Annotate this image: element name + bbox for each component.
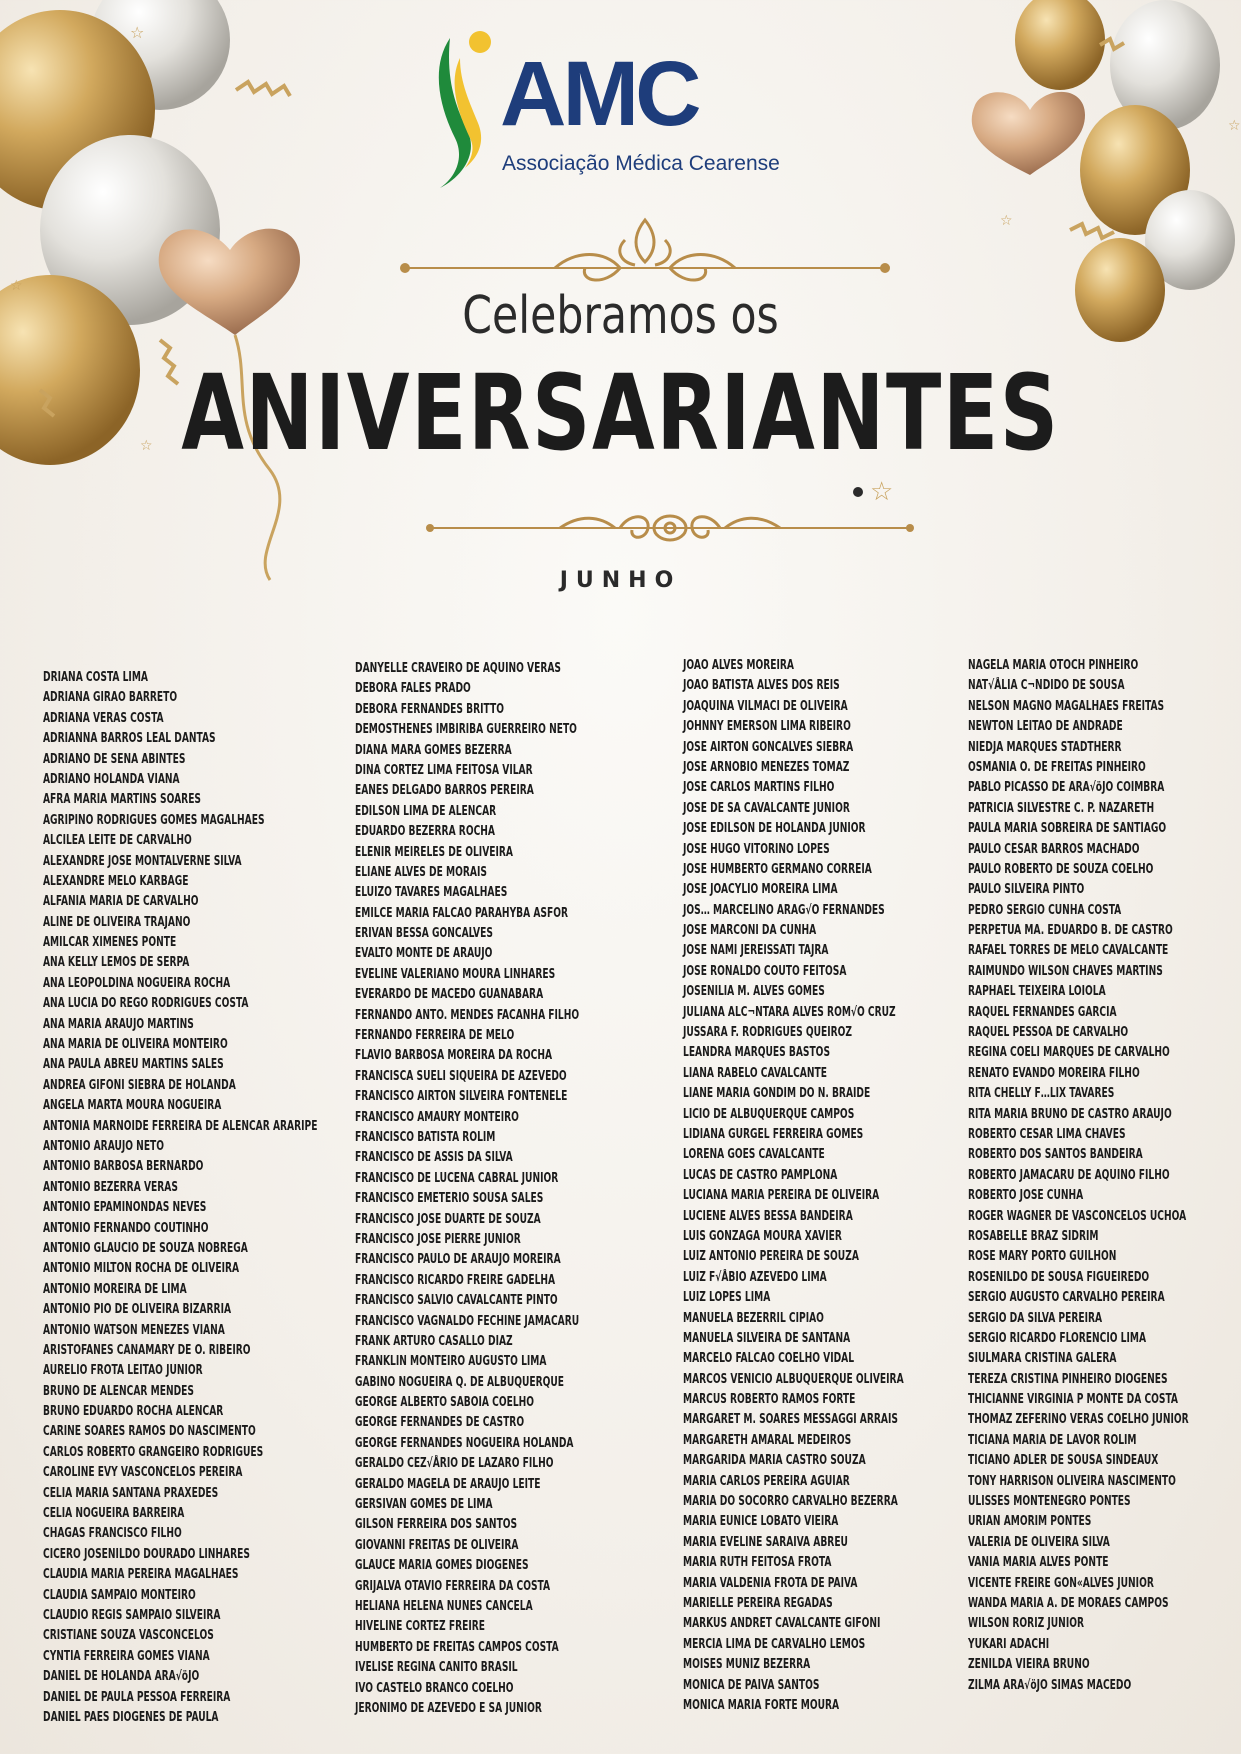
birthday-name: JOSE EDILSON DE HOLANDA JUNIOR (683, 821, 866, 837)
birthday-name: RAQUEL FERNANDES GARCIA (968, 1004, 1117, 1020)
birthday-name: ANA KELLY LEMOS DE SERPA (43, 955, 190, 971)
birthday-name: WILSON RORIZ JUNIOR (968, 1616, 1085, 1632)
birthday-name: WANDA MARIA A. DE MORAES CAMPOS (968, 1595, 1169, 1611)
birthday-name: LUCAS DE CASTRO PAMPLONA (683, 1167, 838, 1183)
birthday-name: HELIANA HELENA NUNES CANCELA (355, 1598, 533, 1614)
birthday-name: HIVELINE CORTEZ FREIRE (355, 1619, 485, 1635)
birthday-name: DANIEL PAES DIOGENES DE PAULA (43, 1709, 219, 1725)
birthday-name: SERGIO RICARDO FLORENCIO LIMA (968, 1330, 1147, 1346)
birthday-name: MARKUS ANDRET CAVALCANTE GIFONI (683, 1616, 881, 1632)
birthday-name: JOSE JOACYLIO MOREIRA LIMA (683, 882, 838, 898)
birthday-name: CLAUDIA MARIA PEREIRA MAGALHAES (43, 1567, 239, 1583)
birthday-name: SERGIO AUGUSTO CARVALHO PEREIRA (968, 1290, 1165, 1306)
birthday-name: DRIANA COSTA LIMA (43, 670, 148, 685)
birthday-name: AGRIPINO RODRIGUES GOMES MAGALHAES (43, 812, 265, 828)
birthday-name: ROSE MARY PORTO GUILHON (968, 1249, 1117, 1265)
svg-text:☆: ☆ (10, 278, 23, 294)
birthday-name: NAT√ÅLIA C¬NDIDO DE SOUSA (968, 678, 1125, 694)
birthday-name: LIANA RABELO CAVALCANTE (683, 1065, 827, 1081)
birthday-name: JOSE CARLOS MARTINS FILHO (683, 780, 835, 796)
birthday-name: JOSE ARNOBIO MENEZES TOMAZ (683, 759, 850, 775)
birthday-name: EVALTO MONTE DE ARAUJO (355, 946, 493, 962)
birthday-name: MONICA MARIA FORTE MOURA (683, 1697, 840, 1713)
birthday-name: IVO CASTELO BRANCO COELHO (355, 1680, 514, 1696)
birthday-name: ANTONIO WATSON MENEZES VIANA (43, 1322, 225, 1338)
birthday-name: SERGIO DA SILVA PEREIRA (968, 1310, 1103, 1326)
birthday-name: DEBORA FALES PRADO (355, 681, 471, 697)
names-column-1 (43, 668, 395, 1728)
birthday-name: MARIA CARLOS PEREIRA AGUIAR (683, 1473, 850, 1489)
birthday-name: JOAO ALVES MOREIRA (683, 658, 794, 673)
birthday-name: CARINE SOARES RAMOS DO NASCIMENTO (43, 1424, 256, 1440)
birthday-name: REGINA COELI MARQUES DE CARVALHO (968, 1045, 1170, 1061)
birthday-name: ROBERTO DOS SANTOS BANDEIRA (968, 1147, 1143, 1163)
birthday-name: FRANCISCO JOSE PIERRE JUNIOR (355, 1231, 521, 1247)
birthday-name: GERALDO CEZ√ÅRIO DE LAZARO FILHO (355, 1456, 554, 1472)
birthday-name: ANA LEOPOLDINA NOGUEIRA ROCHA (43, 975, 231, 991)
birthday-name: ANA LUCIA DO REGO RODRIGUES COSTA (43, 996, 249, 1012)
birthday-name: ROGER WAGNER DE VASCONCELOS UCHOA (968, 1208, 1187, 1224)
birthday-name: ALEXANDRE JOSE MONTALVERNE SILVA (43, 853, 242, 869)
names-column-2 (355, 659, 642, 1719)
amc-emblem-icon (420, 28, 500, 188)
birthday-name: MARCOS VENICIO ALBUQUERQUE OLIVEIRA (683, 1371, 904, 1387)
birthday-name: MARIA RUTH FEITOSA FROTA (683, 1555, 832, 1571)
birthday-name: GERALDO MAGELA DE ARAUJO LEITE (355, 1476, 541, 1492)
birthday-name: MARGARET M. SOARES MESSAGGI ARRAIS (683, 1412, 898, 1428)
birthday-name: ANTONIO MOREIRA DE LIMA (43, 1281, 187, 1297)
birthday-name: LUCIENE ALVES BESSA BANDEIRA (683, 1208, 853, 1224)
heading-line-1: Celebramos os (462, 286, 779, 346)
birthday-name: URIAN AMORIM PONTES (968, 1514, 1092, 1530)
birthday-name: TEREZA CRISTINA PINHEIRO DIOGENES (968, 1371, 1168, 1387)
birthday-name: CELIA NOGUEIRA BARREIRA (43, 1506, 185, 1522)
birthday-name: RAQUEL PESSOA DE CARVALHO (968, 1025, 1129, 1041)
birthday-name: RAFAEL TORRES DE MELO CAVALCANTE (968, 943, 1169, 959)
birthday-name: JOAQUINA VILMACI DE OLIVEIRA (683, 698, 848, 714)
birthday-name: CRISTIANE SOUZA VASCONCELOS (43, 1628, 214, 1644)
birthday-name: MARCELO FALCAO COELHO VIDAL (683, 1351, 855, 1367)
birthday-name: JOHNNY EMERSON LIMA RIBEIRO (683, 719, 851, 735)
brand-name: AMC (500, 43, 698, 145)
birthday-name: VANIA MARIA ALVES PONTE (968, 1555, 1109, 1571)
birthday-name: SIULMARA CRISTINA GALERA (968, 1351, 1117, 1367)
birthday-name: FRANCISCO DE ASSIS DA SILVA (355, 1150, 513, 1166)
birthday-name: PAULO CESAR BARROS MACHADO (968, 841, 1140, 857)
birthday-name: EDILSON LIMA DE ALENCAR (355, 803, 497, 819)
birthday-name: ELIANE ALVES DE MORAIS (355, 864, 487, 880)
birthday-name: LUIZ F√ÅBIO AZEVEDO LIMA (683, 1269, 827, 1285)
birthday-name: CLAUDIA SAMPAIO MONTEIRO (43, 1587, 196, 1603)
birthday-name: RITA CHELLY F…LIX TAVARES (968, 1086, 1115, 1102)
birthday-name: ZENILDA VIEIRA BRUNO (968, 1657, 1090, 1673)
heading-title: ANIVERSARIANTES (181, 352, 1060, 474)
birthday-name: LIDIANA GURGEL FERREIRA GOMES (683, 1126, 864, 1142)
birthday-name: MARIA EUNICE LOBATO VIEIRA (683, 1514, 839, 1530)
svg-text:☆: ☆ (1000, 213, 1013, 229)
birthday-name: FRANCISCO BATISTA ROLIM (355, 1129, 496, 1145)
birthday-name: YUKARI ADACHI (968, 1636, 1050, 1652)
birthday-name: ANTONIO FERNANDO COUTINHO (43, 1220, 209, 1236)
birthday-name: ALCILEA LEITE DE CARVALHO (43, 833, 192, 849)
brand-subtitle: Associação Médica Cearense (502, 152, 780, 175)
birthday-name: DEMOSTHENES IMBIRIBA GUERREIRO NETO (355, 722, 577, 738)
birthday-name: PABLO PICASSO DE ARA√öJO COIMBRA (968, 780, 1165, 796)
birthday-name: ANTONIO ARAUJO NETO (43, 1138, 165, 1154)
month-label: JUNHO (559, 568, 682, 593)
svg-text:☆: ☆ (140, 438, 153, 454)
birthday-name: MARIA EVELINE SARAIVA ABREU (683, 1534, 848, 1550)
birthday-name: FRANK ARTURO CASALLO DIAZ (355, 1333, 513, 1349)
birthday-name: HUMBERTO DE FREITAS CAMPOS COSTA (355, 1639, 559, 1655)
birthday-name: ALINE DE OLIVEIRA TRAJANO (43, 914, 191, 930)
birthday-name: MERCIA LIMA DE CARVALHO LEMOS (683, 1636, 866, 1652)
birthday-name: AURELIO FROTA LEITAO JUNIOR (43, 1363, 203, 1379)
birthday-name: PERPETUA MA. EDUARDO B. DE CASTRO (968, 923, 1173, 939)
birthday-name: EDUARDO BEZERRA ROCHA (355, 824, 495, 840)
birthday-name: JOSE AIRTON GONCALVES SIEBRA (683, 739, 854, 755)
birthday-name: RAPHAEL TEIXEIRA LOIOLA (968, 984, 1106, 1000)
birthday-name: THOMAZ ZEFERINO VERAS COELHO JUNIOR (968, 1412, 1189, 1428)
birthday-name: MARIA DO SOCORRO CARVALHO BEZERRA (683, 1494, 898, 1510)
birthday-name: CELIA MARIA SANTANA PRAXEDES (43, 1485, 219, 1501)
birthday-name: JERONIMO DE AZEVEDO E SA JUNIOR (355, 1700, 542, 1716)
birthday-name: NIEDJA MARQUES STADTHERR (968, 739, 1122, 755)
birthday-name: ELUIZO TAVARES MAGALHAES (355, 885, 508, 901)
birthday-name: JOS… MARCELINO ARAG√O FERNANDES (683, 902, 885, 918)
svg-text:☆: ☆ (870, 477, 894, 507)
birthday-name: RAIMUNDO WILSON CHAVES MARTINS (968, 963, 1163, 979)
birthday-name: FERNANDO FERREIRA DE MELO (355, 1028, 515, 1044)
birthday-name: JOSE HUMBERTO GERMANO CORREIA (683, 861, 872, 877)
birthday-name: JOSE DE SA CAVALCANTE JUNIOR (683, 800, 850, 816)
birthday-name: DINA CORTEZ LIMA FEITOSA VILAR (355, 762, 533, 778)
birthday-name: ANTONIO BARBOSA BERNARDO (43, 1159, 204, 1175)
birthday-name: BRUNO EDUARDO ROCHA ALENCAR (43, 1404, 224, 1420)
birthday-name: CICERO JOSENILDO DOURADO LINHARES (43, 1546, 250, 1562)
birthday-name: LUIZ LOPES LIMA (683, 1290, 771, 1306)
birthday-name: ANTONIO BEZERRA VERAS (43, 1179, 178, 1195)
birthday-name: FRANCISCO VAGNALDO FECHINE JAMACARU (355, 1313, 580, 1329)
birthday-name: ZILMA ARA√öJO SIMAS MACEDO (968, 1677, 1132, 1693)
birthday-name: AMILCAR XIMENES PONTE (43, 935, 177, 951)
birthday-name: LICIO DE ALBUQUERQUE CAMPOS (683, 1106, 855, 1122)
birthday-name: FRANCISCO RICARDO FREIRE GADELHA (355, 1272, 556, 1288)
birthday-name: JOSENILIA M. ALVES GOMES (683, 984, 825, 1000)
birthday-name: FRANKLIN MONTEIRO AUGUSTO LIMA (355, 1354, 547, 1370)
birthday-name: CYNTIA FERREIRA GOMES VIANA (43, 1648, 210, 1664)
birthday-name: PAULO SILVEIRA PINTO (968, 882, 1085, 898)
birthday-name: GEORGE FERNANDES DE CASTRO (355, 1415, 525, 1431)
birthday-name: LEANDRA MARQUES BASTOS (683, 1045, 831, 1061)
birthday-name: PEDRO SERGIO CUNHA COSTA (968, 902, 1122, 918)
birthday-name: EANES DELGADO BARROS PEREIRA (355, 783, 534, 799)
birthday-name: ERIVAN BESSA GONCALVES (355, 926, 493, 942)
birthday-name: MARGARIDA MARIA CASTRO SOUZA (683, 1453, 866, 1469)
ornament-bottom-divider (420, 500, 920, 560)
birthday-name: FRANCISCO PAULO DE ARAUJO MOREIRA (355, 1252, 561, 1268)
birthday-name: JOSE NAMI JEREISSATI TAJRA (683, 943, 829, 959)
birthday-name: FRANCISCO DE LUCENA CABRAL JUNIOR (355, 1170, 559, 1186)
amc-logo (420, 28, 820, 188)
birthday-name: ANGELA MARTA MOURA NOGUEIRA (43, 1098, 222, 1114)
birthday-name: ADRIANA GIRAO BARRETO (43, 690, 178, 706)
birthday-name: ALFANIA MARIA DE CARVALHO (43, 894, 199, 910)
birthday-name: CARLOS ROBERTO GRANGEIRO RODRIGUES (43, 1444, 264, 1460)
birthday-name: JUSSARA F. RODRIGUES QUEIROZ (683, 1025, 853, 1041)
birthday-name: CHAGAS FRANCISCO FILHO (43, 1526, 182, 1542)
birthday-name: LUIZ ANTONIO PEREIRA DE SOUZA (683, 1249, 859, 1265)
birthday-name: LUIS GONZAGA MOURA XAVIER (683, 1228, 842, 1244)
birthday-name: FRANCISCO SALVIO CAVALCANTE PINTO (355, 1293, 558, 1309)
birthday-name: ADRIANO HOLANDA VIANA (43, 771, 180, 787)
birthday-name: ALEXANDRE MELO KARBAGE (43, 873, 189, 889)
birthday-name: VALERIA DE OLIVEIRA SILVA (968, 1534, 1110, 1550)
birthday-name: THICIANNE VIRGINIA P MONTE DA COSTA (968, 1392, 1178, 1408)
birthday-name: GEORGE FERNANDES NOGUEIRA HOLANDA (355, 1435, 574, 1451)
names-column-4 (968, 656, 1241, 1696)
birthday-name: GRIJALVA OTAVIO FERREIRA DA COSTA (355, 1578, 551, 1594)
names-column-3 (683, 656, 966, 1716)
birthday-name: MARGARETH AMARAL MEDEIROS (683, 1432, 852, 1448)
birthday-name: ROBERTO JOSE CUNHA (968, 1188, 1084, 1204)
birthday-name: ADRIANO DE SENA ABINTES (43, 751, 186, 767)
birthday-name: DANIEL DE PAULA PESSOA FERREIRA (43, 1689, 231, 1705)
birthday-name: NEWTON LEITAO DE ANDRADE (968, 719, 1123, 735)
birthday-name: JOSE MARCONI DA CUNHA (683, 923, 817, 939)
birthday-name: TICIANA MARIA DE LAVOR ROLIM (968, 1432, 1137, 1448)
birthday-name: FERNANDO ANTO. MENDES FACANHA FILHO (355, 1007, 580, 1023)
birthday-name: DIANA MARA GOMES BEZERRA (355, 742, 512, 758)
birthday-name: ANTONIO PIO DE OLIVEIRA BIZARRIA (43, 1302, 232, 1318)
birthday-name: ANTONIO MILTON ROCHA DE OLIVEIRA (43, 1261, 240, 1277)
birthday-name: MANUELA BEZERRIL CIPIAO (683, 1310, 824, 1326)
birthday-name: PATRICIA SILVESTRE C. P. NAZARETH (968, 800, 1155, 816)
birthday-name: RITA MARIA BRUNO DE CASTRO ARAUJO (968, 1106, 1172, 1122)
birthday-name: GLAUCE MARIA GOMES DIOGENES (355, 1558, 529, 1574)
birthday-name: MONICA DE PAIVA SANTOS (683, 1677, 820, 1693)
birthday-name: ANTONIO EPAMINONDAS NEVES (43, 1200, 207, 1216)
birthday-name: VICENTE FREIRE GON«ALVES JUNIOR (968, 1575, 1154, 1591)
birthday-name: MARIELLE PEREIRA REGADAS (683, 1595, 833, 1611)
birthday-name: NAGELA MARIA OTOCH PINHEIRO (968, 658, 1139, 673)
birthday-name: BRUNO DE ALENCAR MENDES (43, 1383, 194, 1399)
birthday-name: FRANCISCO JOSE DUARTE DE SOUZA (355, 1211, 541, 1227)
birthday-name: ANA MARIA ARAUJO MARTINS (43, 1016, 194, 1032)
birthday-name: OSMANIA O. DE FREITAS PINHEIRO (968, 759, 1146, 775)
birthday-name: ANA MARIA DE OLIVEIRA MONTEIRO (43, 1037, 228, 1053)
birthday-name: EVELINE VALERIANO MOURA LINHARES (355, 966, 556, 982)
birthday-name: DANYELLE CRAVEIRO DE AQUINO VERAS (355, 661, 561, 676)
svg-text:☆: ☆ (130, 23, 145, 42)
birthday-name: LORENA GOES CAVALCANTE (683, 1147, 825, 1163)
birthday-name: ULISSES MONTENEGRO PONTES (968, 1494, 1131, 1510)
birthday-name: ANDREA GIFONI SIEBRA DE HOLANDA (43, 1077, 236, 1093)
birthday-name: AFRA MARIA MARTINS SOARES (43, 792, 201, 808)
birthday-name: ADRIANA VERAS COSTA (43, 710, 164, 726)
birthday-name: ROSABELLE BRAZ SIDRIM (968, 1228, 1099, 1244)
birthday-name: MARCUS ROBERTO RAMOS FORTE (683, 1392, 856, 1408)
birthday-name: MOISES MUNIZ BEZERRA (683, 1657, 811, 1673)
birthday-name: LIANE MARIA GONDIM DO N. BRAIDE (683, 1086, 871, 1102)
birthday-name: ANA PAULA ABREU MARTINS SALES (43, 1057, 224, 1073)
birthday-name: TONY HARRISON OLIVEIRA NASCIMENTO (968, 1473, 1176, 1489)
birthday-name: EMILCE MARIA FALCAO PARAHYBA ASFOR (355, 905, 569, 921)
birthday-name: RENATO EVANDO MOREIRA FILHO (968, 1065, 1140, 1081)
birthday-name: JOAO BATISTA ALVES DOS REIS (683, 678, 840, 694)
birthday-name: JOSE RONALDO COUTO FEITOSA (683, 963, 847, 979)
birthday-name: NELSON MAGNO MAGALHAES FREITAS (968, 698, 1165, 714)
birthday-name: FRANCISCO AMAURY MONTEIRO (355, 1109, 519, 1125)
birthday-name: EVERARDO DE MACEDO GUANABARA (355, 987, 544, 1003)
birthday-name: CLAUDIO REGIS SAMPAIO SILVEIRA (43, 1607, 221, 1623)
svg-text:☆: ☆ (1228, 118, 1241, 134)
birthday-name: IVELISE REGINA CANITO BRASIL (355, 1660, 518, 1676)
birthday-name: CAROLINE EVY VASCONCELOS PEREIRA (43, 1465, 243, 1481)
birthday-name: GEORGE ALBERTO SABOIA COELHO (355, 1395, 535, 1411)
birthday-name: DEBORA FERNANDES BRITTO (355, 701, 504, 717)
birthday-name: JOSE HUGO VITORINO LOPES (683, 841, 830, 857)
birthday-name: GILSON FERREIRA DOS SANTOS (355, 1517, 518, 1533)
birthday-name: FRANCISCA SUELI SIQUEIRA DE AZEVEDO (355, 1068, 567, 1084)
birthday-name: GABINO NOGUEIRA Q. DE ALBUQUERQUE (355, 1374, 565, 1390)
birthday-name: ROSENILDO DE SOUSA FIGUEIREDO (968, 1269, 1150, 1285)
birthday-name: ANTONIA MARNOIDE FERREIRA DE ALENCAR ARARIPE (43, 1118, 318, 1134)
birthday-name: PAULA MARIA SOBREIRA DE SANTIAGO (968, 821, 1167, 837)
birthday-name: DANIEL DE HOLANDA ARA√öJO (43, 1669, 200, 1685)
birthday-name: ARISTOFANES CANAMARY DE O. RIBEIRO (43, 1342, 251, 1358)
birthday-name: FRANCISCO EMETERIO SOUSA SALES (355, 1191, 544, 1207)
birthday-name: LUCIANA MARIA PEREIRA DE OLIVEIRA (683, 1188, 880, 1204)
birthday-name: FLAVIO BARBOSA MOREIRA DA ROCHA (355, 1048, 553, 1064)
birthday-name: GERSIVAN GOMES DE LIMA (355, 1497, 493, 1513)
birthday-name: FRANCISCO AIRTON SILVEIRA FONTENELE (355, 1089, 568, 1105)
birthday-name: ROBERTO CESAR LIMA CHAVES (968, 1126, 1126, 1142)
birthday-name: PAULO ROBERTO DE SOUZA COELHO (968, 861, 1154, 877)
birthday-name: ROBERTO JAMACARU DE AQUINO FILHO (968, 1167, 1170, 1183)
birthday-name: MARIA VALDENIA FROTA DE PAIVA (683, 1575, 858, 1591)
birthday-name: GIOVANNI FREITAS DE OLIVEIRA (355, 1537, 519, 1553)
birthday-name: TICIANO ADLER DE SOUSA SINDEAUX (968, 1453, 1159, 1469)
birthday-name: ADRIANNA BARROS LEAL DANTAS (43, 731, 216, 747)
birthday-name: ELENIR MEIRELES DE OLIVEIRA (355, 844, 513, 860)
birthday-name: JULIANA ALC¬NTARA ALVES ROM√O CRUZ (683, 1004, 896, 1020)
birthday-name: ANTONIO GLAUCIO DE SOUZA NOBREGA (43, 1240, 248, 1256)
birthday-name: MANUELA SILVEIRA DE SANTANA (683, 1330, 851, 1346)
